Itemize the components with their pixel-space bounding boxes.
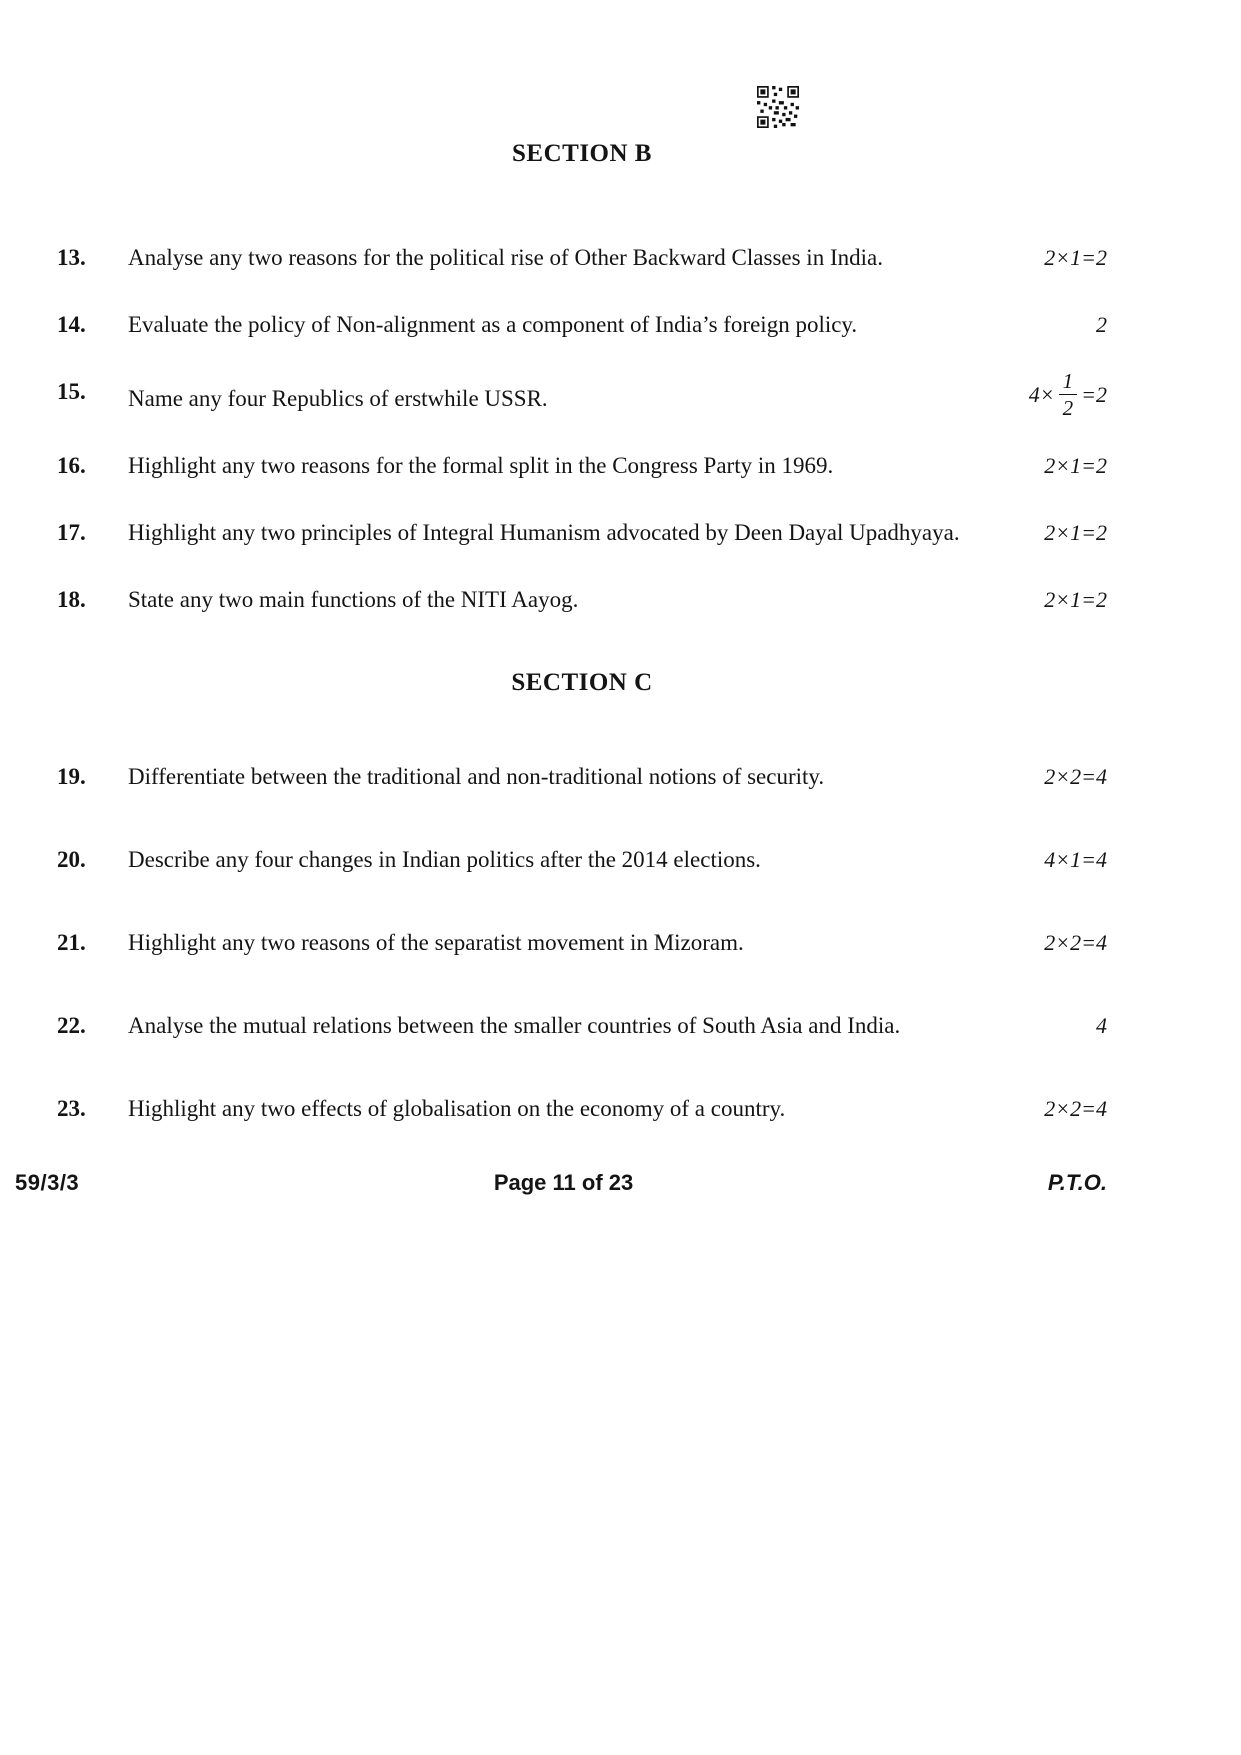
- question-text: Highlight any two reasons for the formal split in the Congress Party in 1969.: [128, 452, 834, 478]
- question-number: 17.: [57, 519, 86, 545]
- question-marks: 2×1=2: [1044, 519, 1107, 545]
- qr-code-icon: [757, 86, 1107, 130]
- question-number: 16.: [57, 452, 86, 478]
- pto-label: P.T.O.: [1047, 1169, 1107, 1195]
- question-number: 18.: [57, 586, 86, 612]
- page-number: 11: [552, 1169, 576, 1195]
- question-text: Name any four Republics of erstwhile USSR.: [128, 385, 548, 411]
- question-number: 13.: [57, 245, 86, 270]
- question-18: [57, 576, 1107, 623]
- marks-fraction: [1059, 368, 1078, 422]
- question-16: [57, 442, 1107, 489]
- question-text: Highlight any two effects of globalisation on the economy of a country.: [128, 1095, 786, 1121]
- question-number: 21.: [57, 929, 86, 955]
- fraction-numerator: 1: [1059, 368, 1078, 395]
- question-number: 15.: [57, 379, 86, 404]
- section-c-body: [57, 753, 1107, 1132]
- question-marks: 2×1=2: [1044, 245, 1107, 270]
- paper-code: 59/3/3: [15, 1169, 80, 1195]
- section-b-title: SECTION B: [512, 140, 652, 167]
- question-21: [57, 919, 1107, 966]
- question-marks: 2×2=4: [1044, 763, 1107, 789]
- question-marks: 2×2=4: [1044, 1095, 1107, 1121]
- marks-prefix: 4×: [1028, 382, 1055, 408]
- question-23: [57, 1085, 1107, 1132]
- question-text: Highlight any two principles of Integral Humanism advocated by Deen Dayal Upadhyaya.: [128, 519, 960, 545]
- question-marks-fraction: [995, 368, 1107, 422]
- question-text: Analyse the mutual relations between the smaller countries of South Asia and India.: [128, 1012, 901, 1038]
- total-pages: 23: [608, 1169, 634, 1195]
- question-text: Describe any four changes in Indian politics after the 2014 elections.: [128, 846, 761, 872]
- question-number: 20.: [57, 846, 86, 872]
- question-text: State any two main functions of the NITI Aayog.: [128, 586, 579, 612]
- question-marks: 4: [1096, 1012, 1107, 1038]
- question-14: [57, 301, 1107, 348]
- section-b-body: [57, 234, 1107, 623]
- question-number: 23.: [57, 1095, 86, 1121]
- marks-suffix: =2: [1081, 382, 1107, 408]
- question-19: [57, 753, 1107, 800]
- page-footer: [15, 1170, 1107, 1196]
- question-marks: 2×1=2: [1044, 452, 1107, 478]
- question-22: [57, 1002, 1107, 1049]
- page-indicator: [494, 1170, 633, 1196]
- question-marks: 2: [1096, 312, 1107, 337]
- of-word: of: [575, 1169, 609, 1195]
- question-text: Differentiate between the traditional and non-traditional notions of security.: [128, 763, 825, 789]
- question-15: [57, 368, 1107, 422]
- question-number: 14.: [57, 312, 86, 337]
- question-13: [57, 234, 1107, 281]
- question-text: Analyse any two reasons for the political rise of Other Backward Classes in India.: [128, 245, 883, 270]
- question-number: 19.: [57, 763, 86, 789]
- question-20: [57, 836, 1107, 883]
- question-number: 22.: [57, 1012, 86, 1038]
- question-text: Highlight any two reasons of the separatist movement in Mizoram.: [128, 929, 744, 955]
- section-c-title: SECTION C: [511, 668, 653, 696]
- question-marks: 2×2=4: [1044, 929, 1107, 955]
- question-marks: 4×1=4: [1044, 846, 1107, 872]
- question-text: Evaluate the policy of Non-alignment as a component of India’s foreign policy.: [128, 312, 858, 337]
- question-marks: 2×1=2: [1044, 586, 1107, 612]
- page-word: Page: [493, 1169, 553, 1195]
- fraction-denominator: 2: [1062, 396, 1074, 421]
- question-17: [57, 509, 1107, 556]
